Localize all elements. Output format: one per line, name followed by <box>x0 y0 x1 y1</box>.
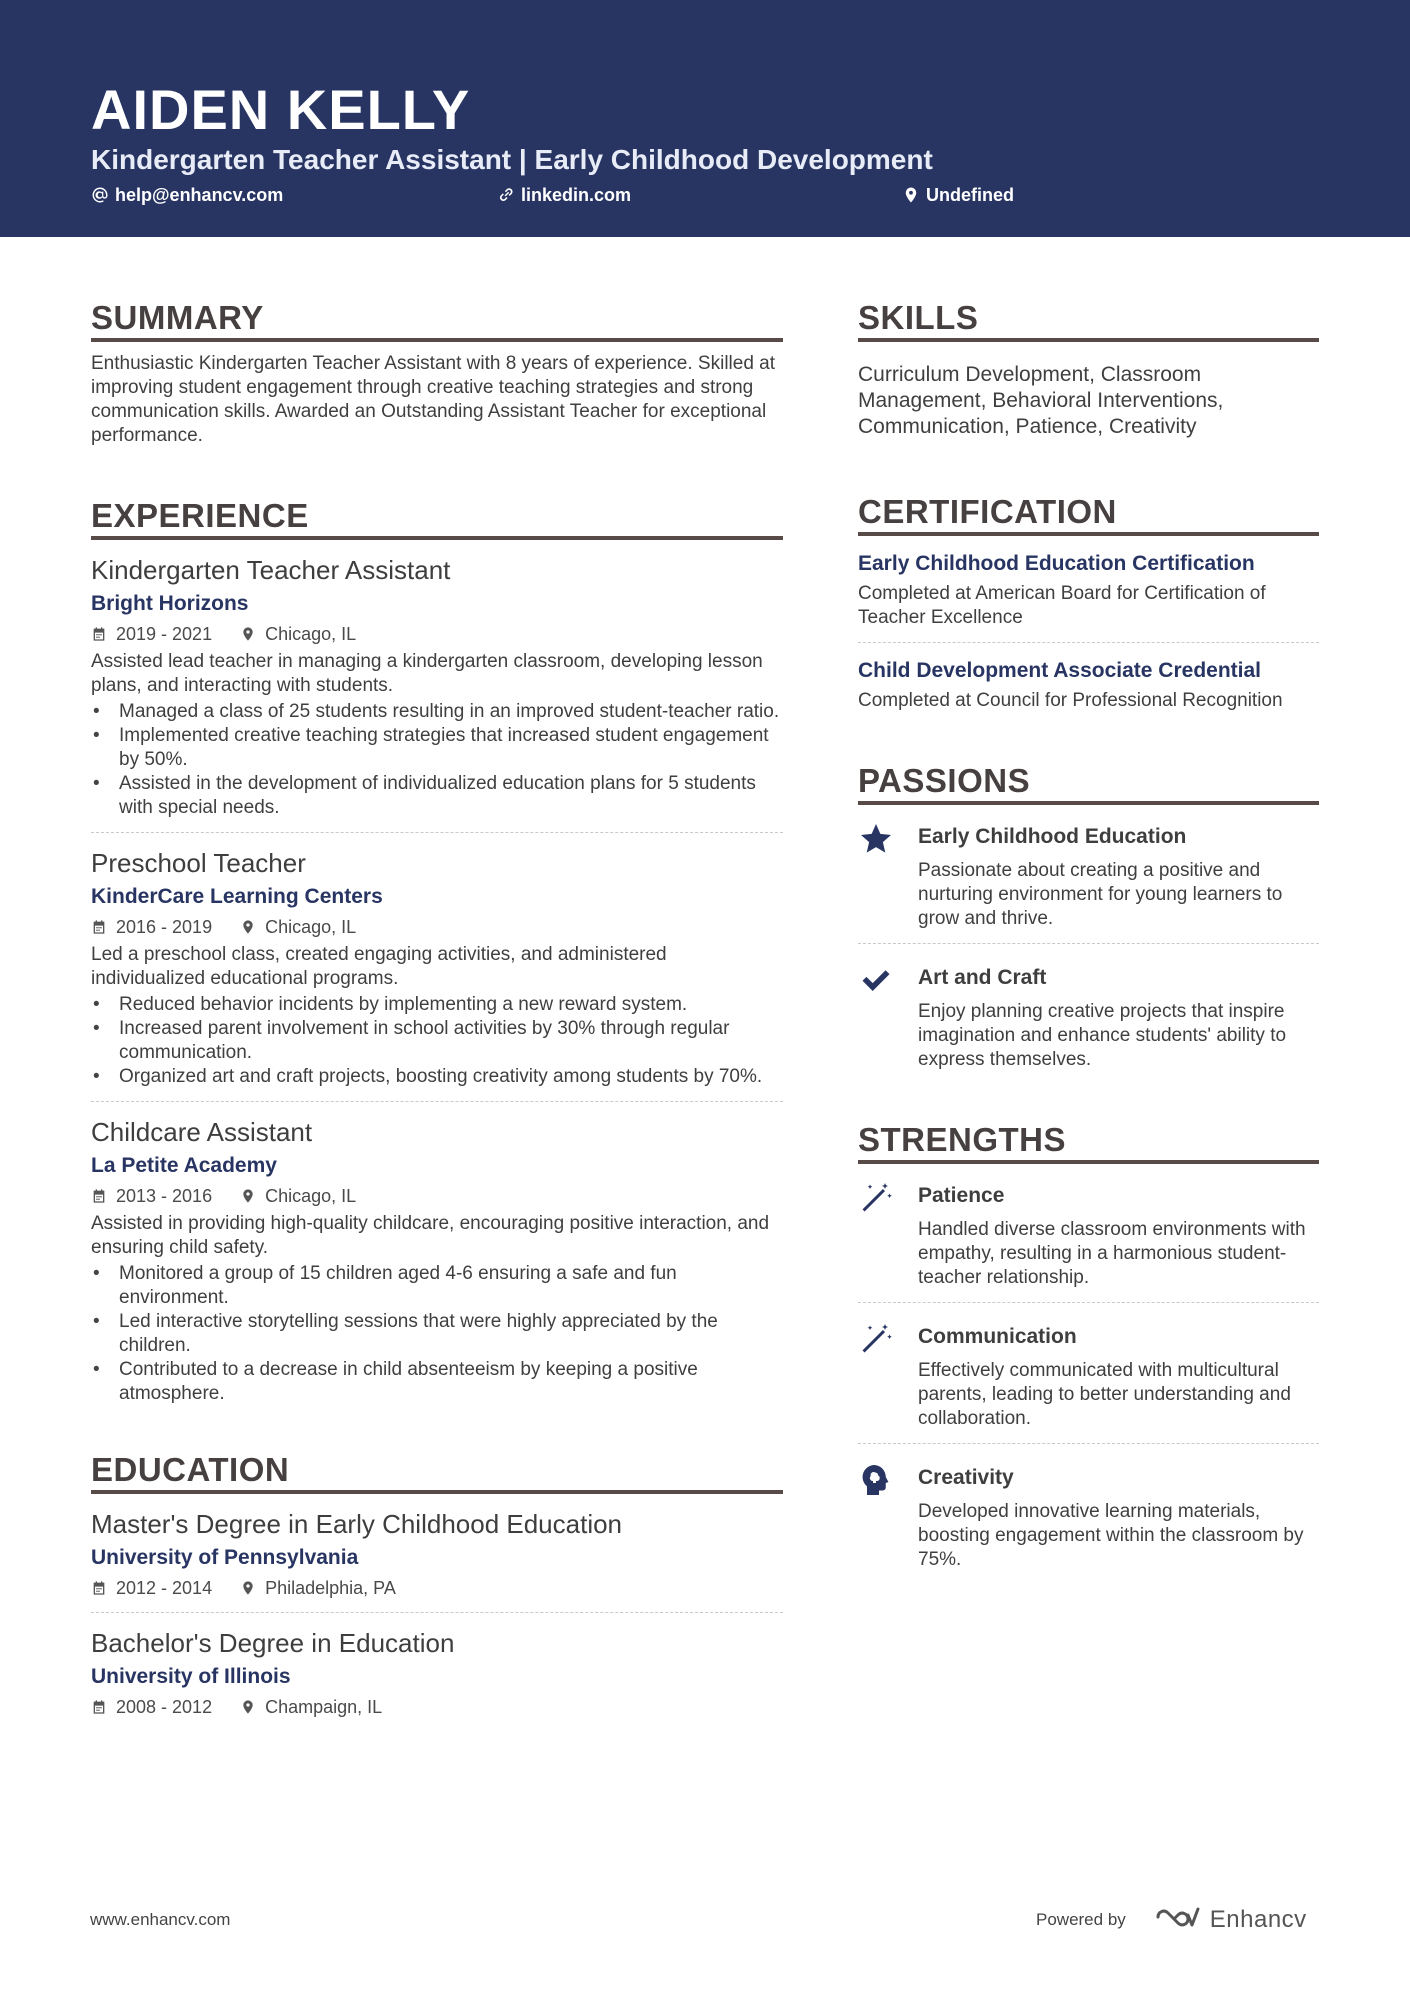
education-dates: 2008 - 2012 <box>116 1697 213 1717</box>
certification-section <box>858 492 1319 713</box>
strengths-heading: STRENGTHS <box>858 1120 1319 1164</box>
experience-section <box>91 496 783 1406</box>
passions-heading: PASSIONS <box>858 761 1319 805</box>
job-dates: 2013 - 2016 <box>116 1186 213 1206</box>
entry-divider <box>858 1443 1319 1444</box>
certification-desc: Completed at Council for Professional Recognition <box>858 690 1283 711</box>
calendar-icon <box>91 919 107 935</box>
certification-desc: Completed at American Board for Certification of Teacher Excellence <box>858 583 1266 628</box>
link-icon <box>497 186 515 204</box>
strength-item <box>858 1458 1319 1572</box>
right-column <box>858 298 1319 1572</box>
certification-heading: CERTIFICATION <box>858 492 1319 536</box>
education-location-text: Champaign, IL <box>265 1697 383 1717</box>
entry-divider <box>91 1612 783 1613</box>
job-bullet: • Led interactive storytelling sessions that were highly appreciated by the children. <box>91 1310 783 1358</box>
strength-name: Creativity <box>918 1466 1014 1489</box>
magic-wand-icon <box>858 1321 894 1357</box>
contact-email-text: help@enhancv.com <box>115 185 284 205</box>
calendar-icon <box>91 1580 107 1596</box>
job-bullets <box>91 1262 783 1406</box>
job-bullet: • Organized art and craft projects, boosting creativity among students by 70%. <box>91 1065 783 1089</box>
job-bullets <box>91 993 783 1089</box>
strength-desc: Handled diverse classroom environments with empathy, resulting in a harmonious student-teacher relationship. <box>918 1219 1306 1288</box>
job-bullet: • Managed a class of 25 students resulting in an improved student-teacher ratio. <box>91 700 783 724</box>
education-dates: 2012 - 2014 <box>116 1578 213 1598</box>
passion-item <box>858 817 1319 931</box>
skills-heading: SKILLS <box>858 298 1319 342</box>
certification-entry <box>858 657 1319 713</box>
contact-linkedin[interactable] <box>497 183 631 207</box>
contact-email[interactable] <box>91 183 283 207</box>
experience-entry <box>91 847 783 1089</box>
magic-wand-icon <box>858 1180 894 1216</box>
job-meta <box>91 1184 783 1208</box>
certification-entry <box>858 550 1319 630</box>
job-location-text: Chicago, IL <box>265 624 357 644</box>
job-title: Preschool Teacher <box>91 848 306 878</box>
job-meta <box>91 622 783 646</box>
summary-text: Enthusiastic Kindergarten Teacher Assistant with 8 years of experience. Skilled at improving student engagement through creative teaching strategies and strong communication skills. Awarded an Outstanding Assistant Teacher for exceptional performance. <box>91 353 776 446</box>
education-entry <box>91 1627 783 1719</box>
job-location <box>240 915 356 939</box>
school-name: University of Pennsylvania <box>91 1546 359 1569</box>
passion-name: Art and Craft <box>918 966 1047 989</box>
passion-desc: Enjoy planning creative projects that inspire imagination and enhance students' ability to express themselves. <box>918 1001 1287 1070</box>
education-location-text: Philadelphia, PA <box>265 1578 396 1598</box>
head-brain-icon <box>858 1462 894 1498</box>
candidate-tagline: Kindergarten Teacher Assistant | Early Childhood Development <box>91 144 933 175</box>
passion-desc: Passionate about creating a positive and nurturing environment for young learners to grow and thrive. <box>918 860 1283 929</box>
contact-location <box>902 183 1014 207</box>
strength-name: Communication <box>918 1325 1077 1348</box>
job-title: Kindergarten Teacher Assistant <box>91 555 451 585</box>
education-meta <box>91 1695 783 1719</box>
job-location-text: Chicago, IL <box>265 1186 357 1206</box>
calendar-icon <box>91 1188 107 1204</box>
location-pin-icon <box>240 1580 256 1596</box>
summary-heading: SUMMARY <box>91 298 783 342</box>
skills-text: Curriculum Development, Classroom Management, Behavioral Interventions, Communication, Patience, Creativity <box>858 363 1224 438</box>
resume-header <box>0 0 1410 237</box>
location-pin-icon <box>902 186 920 204</box>
job-description: Assisted lead teacher in managing a kindergarten classroom, developing lesson plans, and interacting with students. <box>91 651 763 696</box>
entry-divider <box>858 1302 1319 1303</box>
job-title: Childcare Assistant <box>91 1117 313 1147</box>
strengths-section <box>858 1120 1319 1572</box>
education-location <box>240 1695 382 1719</box>
certification-name: Early Childhood Education Certification <box>858 552 1255 575</box>
brand-name: Enhancv <box>1209 1905 1307 1933</box>
left-column <box>91 298 783 1723</box>
job-bullet: • Increased parent involvement in school activities by 30% through regular communication. <box>91 1017 783 1065</box>
location-pin-icon <box>240 1188 256 1204</box>
job-location-text: Chicago, IL <box>265 917 357 937</box>
contact-linkedin-text: linkedin.com <box>521 185 632 205</box>
candidate-name: AIDEN KELLY <box>91 78 471 141</box>
enhancv-logo-icon <box>1154 1903 1202 1931</box>
job-bullets <box>91 700 783 820</box>
job-bullet: • Monitored a group of 15 children aged 4-6 ensuring a safe and fun environment. <box>91 1262 783 1310</box>
job-bullet: • Contributed to a decrease in child absenteeism by keeping a positive atmosphere. <box>91 1358 783 1406</box>
education-meta <box>91 1576 783 1600</box>
job-bullet: • Implemented creative teaching strategies that increased student engagement by 50%. <box>91 724 783 772</box>
checkmark-icon <box>858 962 894 998</box>
star-icon <box>858 821 894 857</box>
experience-heading: EXPERIENCE <box>91 496 783 540</box>
degree-title: Master's Degree in Early Childhood Education <box>91 1509 623 1539</box>
entry-divider <box>858 943 1319 944</box>
job-dates: 2019 - 2021 <box>116 624 213 644</box>
school-name: University of Illinois <box>91 1665 291 1688</box>
calendar-icon <box>91 1699 107 1715</box>
job-location <box>240 1184 356 1208</box>
entry-divider <box>91 832 783 833</box>
job-description: Assisted in providing high-quality childcare, encouraging positive interaction, and ensuring child safety. <box>91 1213 770 1258</box>
education-section <box>91 1450 783 1719</box>
powered-by-label: Powered by <box>1036 1909 1126 1929</box>
degree-title: Bachelor's Degree in Education <box>91 1628 455 1658</box>
contact-location-text: Undefined <box>926 185 1014 205</box>
location-pin-icon <box>240 919 256 935</box>
summary-section <box>91 298 783 448</box>
company-name: La Petite Academy <box>91 1154 277 1177</box>
company-name: Bright Horizons <box>91 592 249 615</box>
experience-entry <box>91 554 783 820</box>
job-description: Led a preschool class, created engaging activities, and administered individualized educational programs. <box>91 944 667 989</box>
location-pin-icon <box>240 1699 256 1715</box>
job-location <box>240 622 356 646</box>
entry-divider <box>91 1101 783 1102</box>
footer-website[interactable]: www.enhancv.com <box>90 1910 231 1929</box>
skills-section <box>858 298 1319 440</box>
certification-name: Child Development Associate Credential <box>858 659 1261 682</box>
at-icon <box>91 186 109 204</box>
strength-name: Patience <box>918 1184 1005 1207</box>
strength-desc: Developed innovative learning materials, boosting engagement within the classroom by 75%. <box>918 1501 1304 1570</box>
experience-entry <box>91 1116 783 1406</box>
location-pin-icon <box>240 626 256 642</box>
job-bullet: • Reduced behavior incidents by implementing a new reward system. <box>91 993 783 1017</box>
education-entry <box>91 1508 783 1600</box>
strength-item <box>858 1176 1319 1290</box>
job-meta <box>91 915 783 939</box>
strength-item <box>858 1317 1319 1431</box>
entry-divider <box>858 642 1319 643</box>
passion-name: Early Childhood Education <box>918 825 1187 848</box>
passions-section <box>858 761 1319 1072</box>
footer-branding <box>1036 1903 1307 1936</box>
strength-desc: Effectively communicated with multicultural parents, leading to better understanding and collaboration. <box>918 1360 1291 1429</box>
passion-item <box>858 958 1319 1072</box>
enhancv-logo <box>1154 1903 1202 1936</box>
job-bullet: • Assisted in the development of individualized education plans for 5 students with special needs. <box>91 772 783 820</box>
company-name: KinderCare Learning Centers <box>91 885 383 908</box>
calendar-icon <box>91 626 107 642</box>
education-location <box>240 1576 396 1600</box>
education-heading: EDUCATION <box>91 1450 783 1494</box>
job-dates: 2016 - 2019 <box>116 917 213 937</box>
